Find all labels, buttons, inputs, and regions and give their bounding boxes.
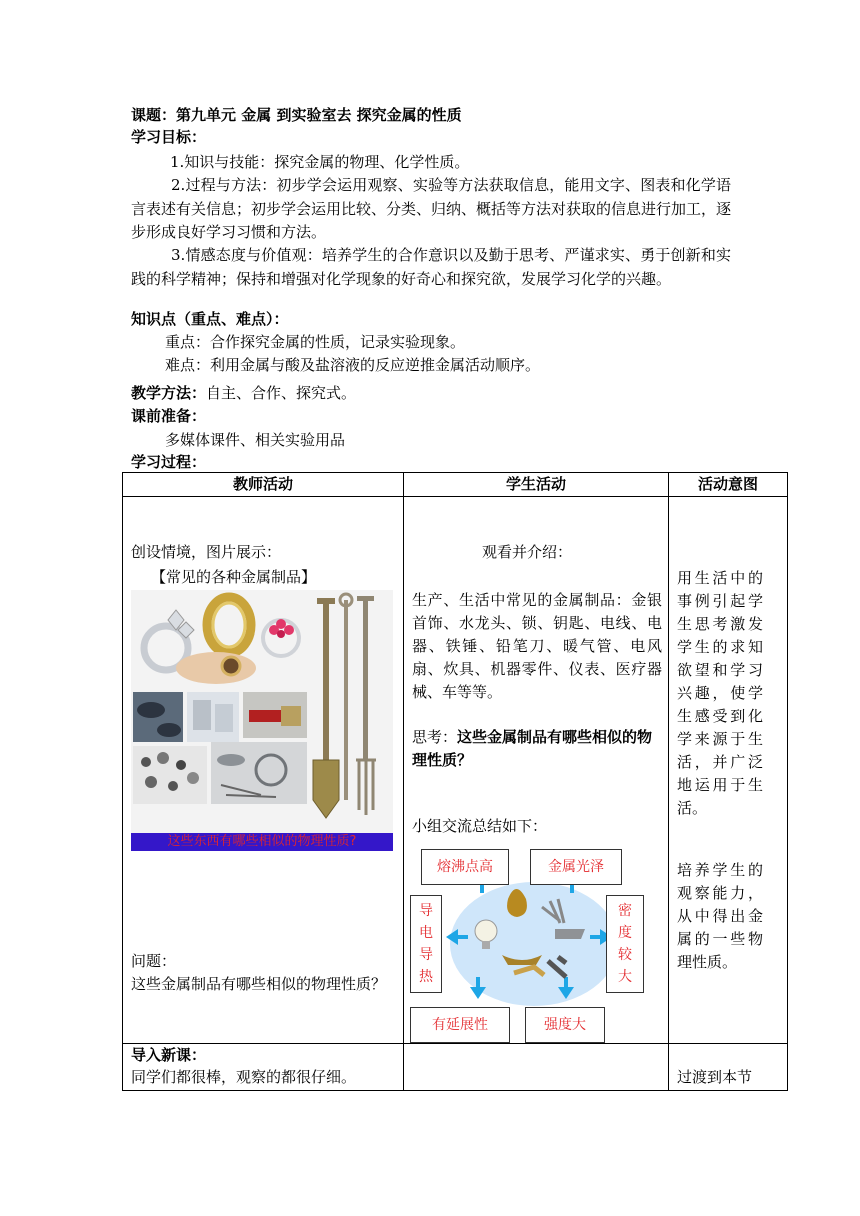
intent-cell-2 <box>669 1044 788 1091</box>
process-table <box>122 472 788 1091</box>
prop-high-density: 密度较大 <box>606 895 644 993</box>
teacher-question: 这些金属制品有哪些相似的物理性质？ <box>131 975 387 993</box>
intent-cell <box>669 497 788 1044</box>
table-header-row <box>123 473 788 497</box>
header-intent: 活动意图 <box>669 473 788 497</box>
difficult-point: 难点：利用金属与酸及盐溶液的反应逆推金属活动顺序。 <box>165 356 541 374</box>
goals-label: 学习目标： <box>131 128 207 146</box>
prep-label: 课前准备： <box>131 407 207 425</box>
intent-1: 用生活中的事例引起学生思考激发学生的求知欲望和学习兴趣，使学生感受到化学来源于生活，并广泛地运用于生活。 <box>677 569 763 817</box>
prop-high-strength: 强度大 <box>525 1007 605 1043</box>
student-cell <box>404 497 669 1044</box>
table-row <box>123 1044 788 1091</box>
properties-diagram <box>410 849 660 1041</box>
topic-label: 课题： <box>131 106 177 124</box>
method-label: 教学方法： <box>131 384 207 402</box>
header-teacher: 教师活动 <box>123 473 404 497</box>
student-watch: 观看并介绍： <box>482 543 573 561</box>
key-point: 重点：合作探究金属的性质，记录实验现象。 <box>165 333 466 351</box>
method-line <box>131 382 356 404</box>
teacher-text-2: 同学们都很棒，观察的都很仔细。 <box>131 1068 357 1086</box>
prop-conductivity: 导电导热 <box>410 895 442 993</box>
prop-metallic-luster: 金属光泽 <box>530 849 622 885</box>
knowledge-label: 知识点（重点、难点）： <box>131 310 289 328</box>
metal-products-illustration <box>131 590 393 835</box>
method-text: 自主、合作、探究式。 <box>206 384 357 402</box>
student-cell-2 <box>404 1044 669 1091</box>
goal-3: 3.情感态度与价值观：培养学生的合作意识以及勤于思考、严谨求实、勇于创新和实践的科学精神；保持和增强对化学现象的好奇心和探究欲，发展学习化学的兴趣。 <box>131 246 731 288</box>
teacher-caption: 【常见的各种金属制品】 <box>151 568 317 586</box>
student-think-question: 这些金属制品有哪些相似的物理性质？ <box>412 728 653 769</box>
goal-1: 1.知识与技能：探究金属的物理、化学性质。 <box>170 153 470 171</box>
table-row <box>123 497 788 1044</box>
student-desc: 生产、生活中常见的金属制品：金银首饰、水龙头、锁、钥匙、电线、电器、铁锤、铅笔刀、暖气管、电风扇、炊具、机器零件、仪表、医疗器械、车等等。 <box>412 591 662 701</box>
metal-products-image <box>131 590 393 835</box>
prep-text: 多媒体课件、相关实验用品 <box>165 431 346 449</box>
teacher-question-label: 问题： <box>131 952 177 970</box>
teacher-intro: 创设情境，图片展示： <box>131 543 282 561</box>
student-think <box>412 726 662 772</box>
intent-text-2: 过渡到本节 <box>677 1068 753 1086</box>
image-banner: 这些东西有哪些相似的物理性质? <box>131 833 393 851</box>
student-think-label: 思考： <box>412 728 458 746</box>
goal-2: 2.过程与方法：初步学会运用观察、实验等方法获取信息，能用文字、图表和化学语言表述有关信息；初步学会运用比较、分类、归纳、概括等方法对获取的信息进行加工，逐步形成良好学习习惯和方法。 <box>131 176 732 241</box>
teacher-cell <box>123 497 404 1044</box>
header-student: 学生活动 <box>404 473 669 497</box>
topic-title: 第九单元 金属 到实验室去 探究金属的性质 <box>176 106 462 124</box>
prop-ductility: 有延展性 <box>410 1007 510 1043</box>
prop-high-melting-point: 熔沸点高 <box>421 849 509 885</box>
topic-line <box>131 104 462 126</box>
process-label: 学习过程： <box>131 453 207 471</box>
student-group: 小组交流总结如下： <box>412 817 548 835</box>
teacher-title-2: 导入新课： <box>131 1046 207 1064</box>
intent-2: 培养学生的观察能力，从中得出金属的一些物理性质。 <box>677 861 763 971</box>
teacher-cell-2 <box>123 1044 404 1091</box>
